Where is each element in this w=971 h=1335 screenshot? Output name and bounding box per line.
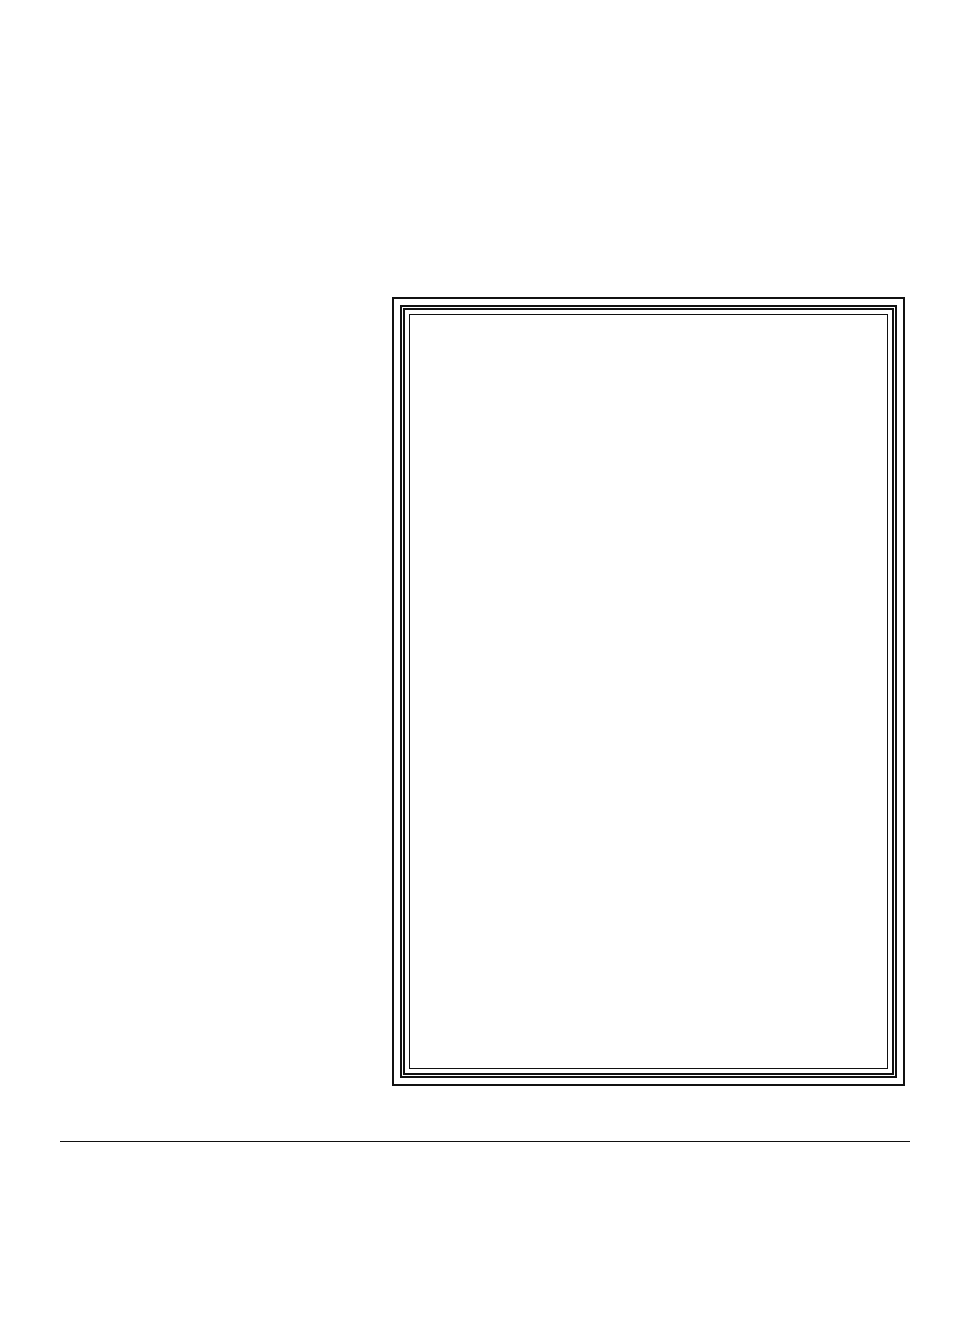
mushaf-text-block [409, 314, 888, 1069]
mushaf-frame-border [400, 305, 897, 1078]
footnote-divider [60, 1141, 910, 1142]
mushaf-frame [392, 297, 905, 1086]
